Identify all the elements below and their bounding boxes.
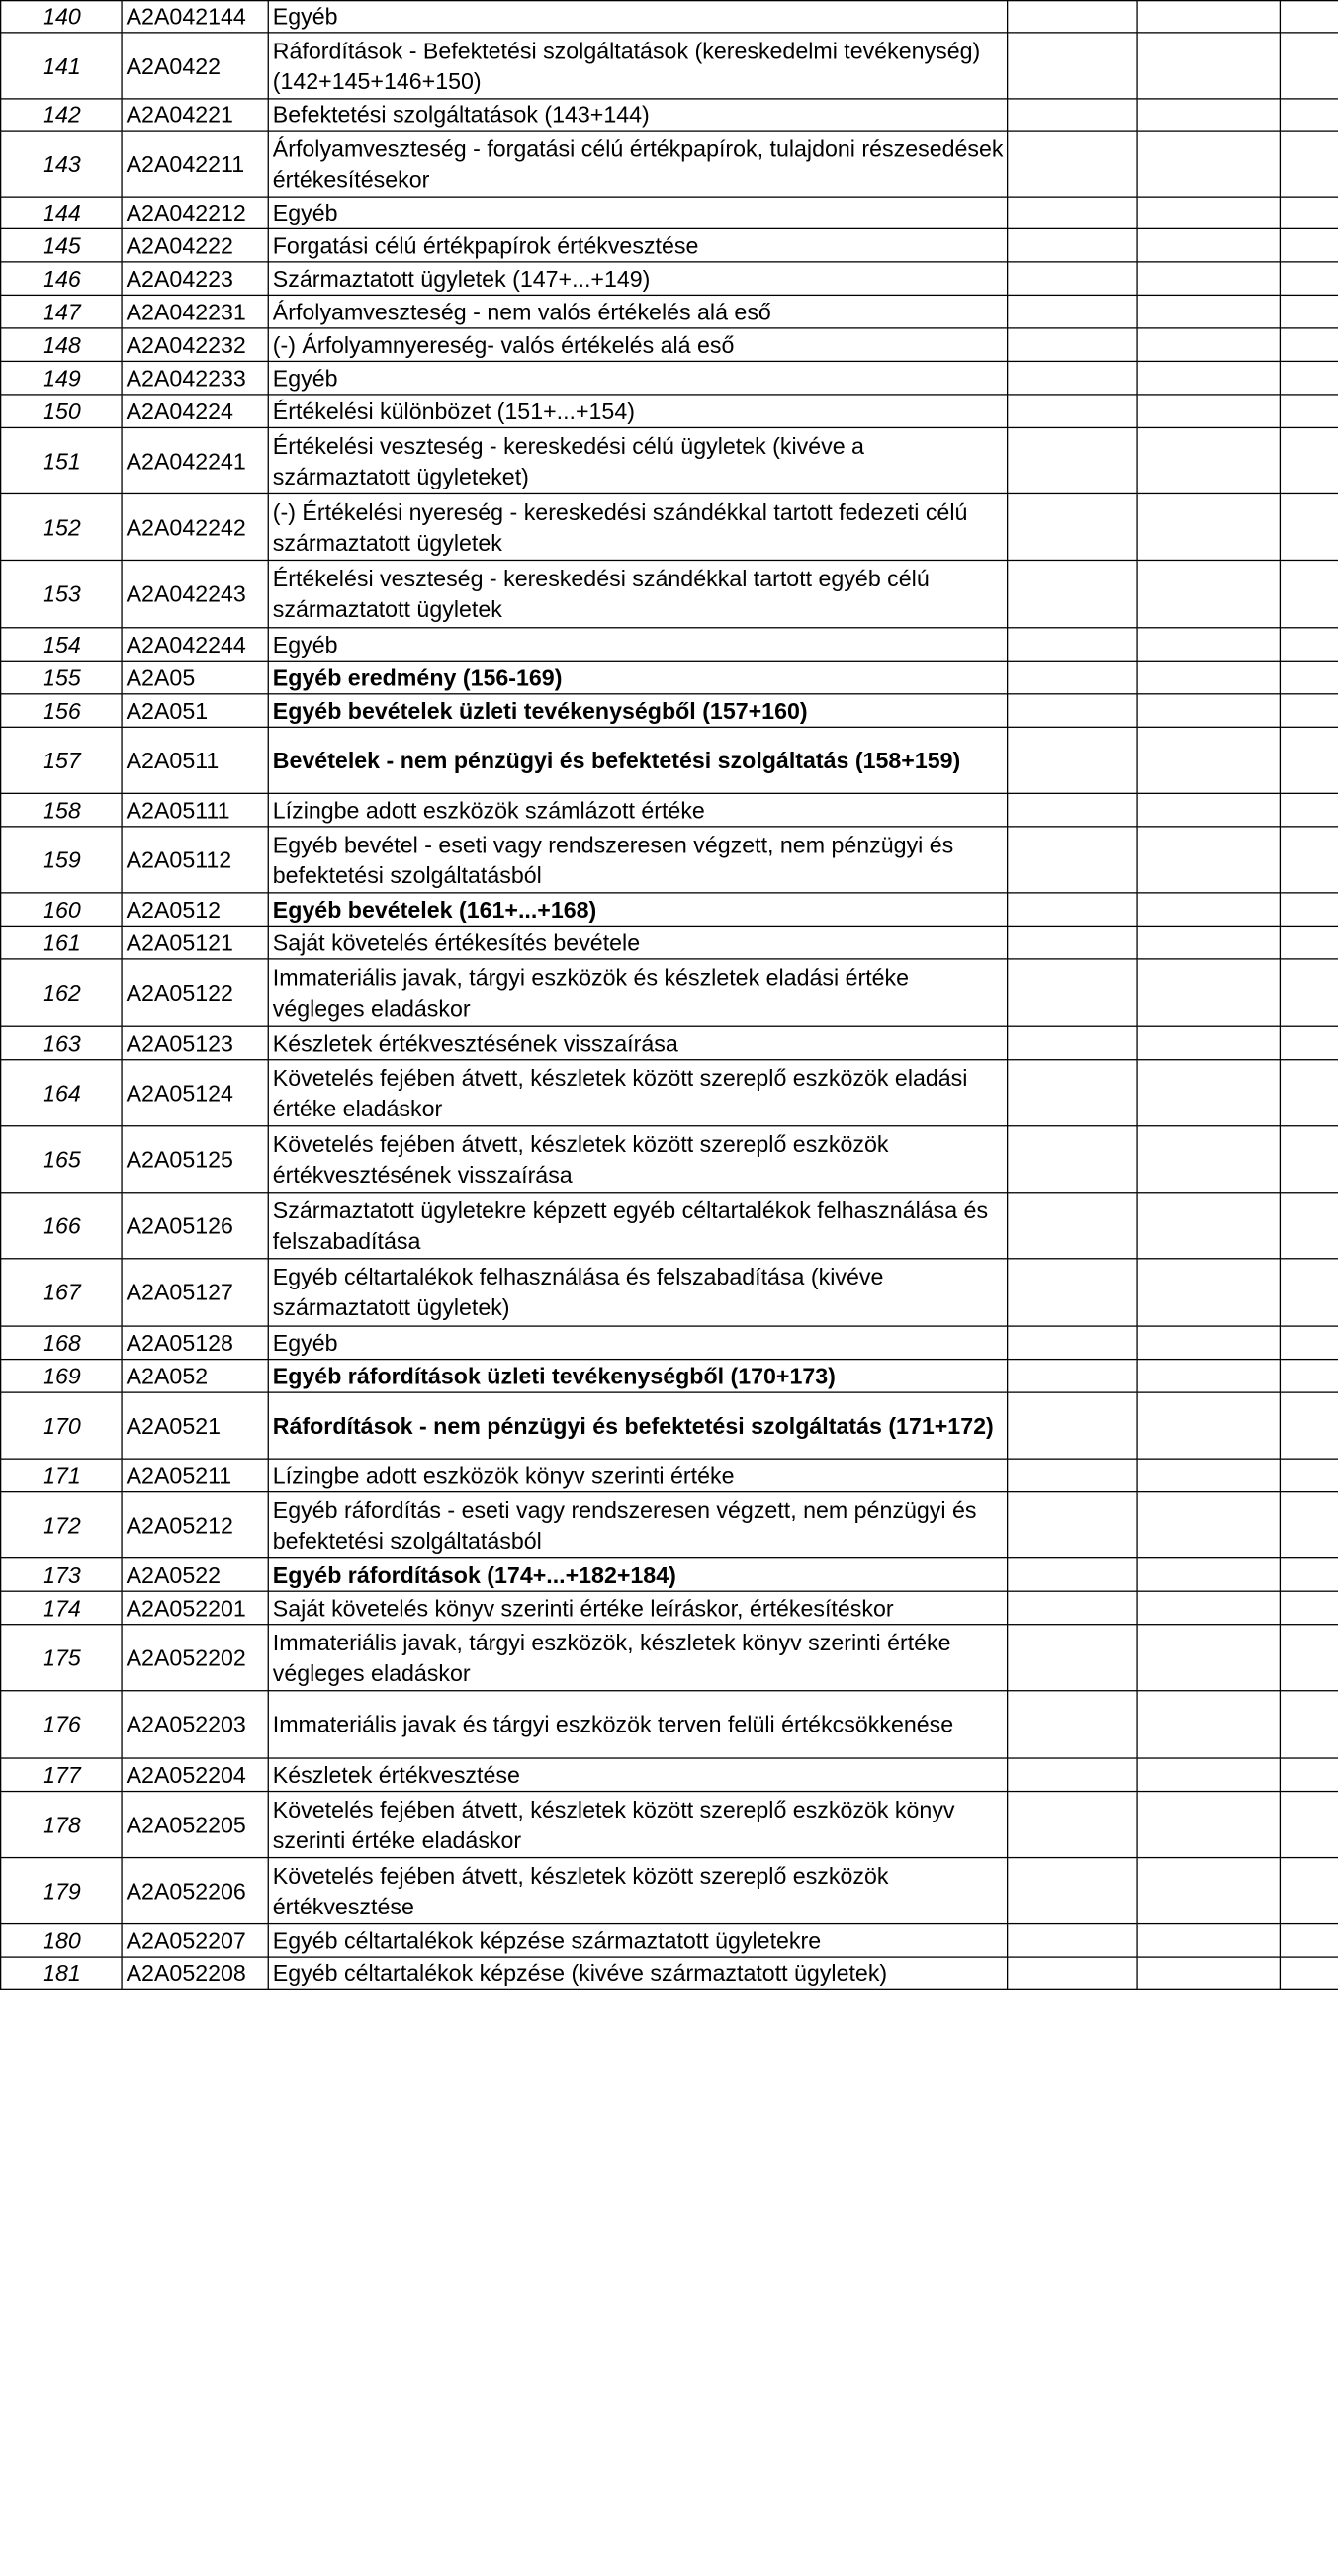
value-cell-1[interactable] bbox=[1008, 661, 1137, 694]
row-code-cell: A2A04223 bbox=[122, 262, 268, 296]
row-code-cell: A2A042232 bbox=[122, 328, 268, 362]
value-cell-2[interactable] bbox=[1137, 493, 1280, 560]
value-cell-1[interactable] bbox=[1008, 33, 1137, 99]
value-cell-3[interactable] bbox=[1280, 926, 1338, 959]
table-row bbox=[1, 328, 1338, 362]
table-row bbox=[1, 1558, 1338, 1592]
value-cell-2[interactable] bbox=[1137, 793, 1280, 827]
row-code-cell: A2A05126 bbox=[122, 1193, 268, 1259]
table-row bbox=[1, 1957, 1338, 1989]
row-number-cell: 161 bbox=[1, 926, 122, 959]
table-row bbox=[1, 99, 1338, 131]
row-code-cell: A2A05 bbox=[122, 661, 268, 694]
row-description-cell: Egyéb céltartalékok felhasználása és felszabadítása (kivéve származtatott ügyletek) bbox=[268, 1259, 1007, 1326]
value-cell-1[interactable] bbox=[1008, 361, 1137, 395]
value-cell-1[interactable] bbox=[1008, 1758, 1137, 1792]
table-row bbox=[1, 1758, 1338, 1792]
value-cell-3[interactable] bbox=[1280, 228, 1338, 262]
row-description-cell: Követelés fejében átvett, készletek között szereplő eszközök értékvesztése bbox=[268, 1858, 1007, 1924]
value-cell-3[interactable] bbox=[1280, 1924, 1338, 1958]
value-cell-1[interactable] bbox=[1008, 395, 1137, 428]
value-cell-3[interactable] bbox=[1280, 1792, 1338, 1858]
value-cell-3[interactable] bbox=[1280, 1492, 1338, 1558]
value-cell-3[interactable] bbox=[1280, 1026, 1338, 1060]
row-description-cell: Árfolyamveszteség - nem valós értékelés alá eső bbox=[268, 295, 1007, 328]
row-number-cell: 146 bbox=[1, 262, 122, 296]
value-cell-2[interactable] bbox=[1137, 1792, 1280, 1858]
value-cell-3[interactable] bbox=[1280, 1957, 1338, 1989]
row-code-cell: A2A0521 bbox=[122, 1392, 268, 1459]
value-cell-1[interactable] bbox=[1008, 893, 1137, 927]
row-description-cell: Készletek értékvesztése bbox=[268, 1758, 1007, 1792]
table-row bbox=[1, 1858, 1338, 1924]
table-row bbox=[1, 694, 1338, 728]
value-cell-2[interactable] bbox=[1137, 1558, 1280, 1592]
row-number-cell: 141 bbox=[1, 33, 122, 99]
value-cell-2[interactable] bbox=[1137, 99, 1280, 131]
row-number-cell: 167 bbox=[1, 1259, 122, 1326]
row-number-cell: 144 bbox=[1, 197, 122, 228]
row-code-cell: A2A05128 bbox=[122, 1326, 268, 1360]
row-description-cell: Ráfordítások - Befektetési szolgáltatások (kereskedelmi tevékenység) (142+145+146+150) bbox=[268, 33, 1007, 99]
row-number-cell: 157 bbox=[1, 727, 122, 793]
row-code-cell: A2A0422 bbox=[122, 33, 268, 99]
row-number-cell: 181 bbox=[1, 1957, 122, 1989]
row-code-cell: A2A042233 bbox=[122, 361, 268, 395]
row-number-cell: 150 bbox=[1, 395, 122, 428]
value-cell-2[interactable] bbox=[1137, 361, 1280, 395]
row-description-cell: Származtatott ügyletekre képzett egyéb céltartalékok felhasználása és felszabadítása bbox=[268, 1193, 1007, 1259]
row-code-cell: A2A05111 bbox=[122, 793, 268, 827]
row-code-cell: A2A0511 bbox=[122, 727, 268, 793]
table-row bbox=[1, 1625, 1338, 1691]
value-cell-3[interactable] bbox=[1280, 727, 1338, 793]
value-cell-3[interactable] bbox=[1280, 959, 1338, 1026]
row-number-cell: 160 bbox=[1, 893, 122, 927]
row-number-cell: 147 bbox=[1, 295, 122, 328]
value-cell-2[interactable] bbox=[1137, 1858, 1280, 1924]
row-code-cell: A2A042242 bbox=[122, 493, 268, 560]
table-row bbox=[1, 1392, 1338, 1459]
row-code-cell: A2A052208 bbox=[122, 1957, 268, 1989]
table-row bbox=[1, 628, 1338, 662]
value-cell-1[interactable] bbox=[1008, 1326, 1137, 1360]
table-row bbox=[1, 1259, 1338, 1326]
row-number-cell: 162 bbox=[1, 959, 122, 1026]
value-cell-3[interactable] bbox=[1280, 1691, 1338, 1758]
value-cell-1[interactable] bbox=[1008, 1492, 1137, 1558]
row-number-cell: 180 bbox=[1, 1924, 122, 1958]
table-row bbox=[1, 131, 1338, 197]
row-code-cell: A2A052205 bbox=[122, 1792, 268, 1858]
value-cell-3[interactable] bbox=[1280, 1858, 1338, 1924]
value-cell-2[interactable] bbox=[1137, 295, 1280, 328]
value-cell-2[interactable] bbox=[1137, 1957, 1280, 1989]
value-cell-2[interactable] bbox=[1137, 1492, 1280, 1558]
row-code-cell: A2A052206 bbox=[122, 1858, 268, 1924]
row-number-cell: 140 bbox=[1, 1, 122, 33]
value-cell-1[interactable] bbox=[1008, 1591, 1137, 1625]
value-cell-3[interactable] bbox=[1280, 395, 1338, 428]
row-number-cell: 169 bbox=[1, 1360, 122, 1393]
row-code-cell: A2A05212 bbox=[122, 1492, 268, 1558]
table-row bbox=[1, 661, 1338, 694]
value-cell-1[interactable] bbox=[1008, 1858, 1137, 1924]
value-cell-2[interactable] bbox=[1137, 1126, 1280, 1193]
table-row bbox=[1, 727, 1338, 793]
row-number-cell: 151 bbox=[1, 427, 122, 493]
row-description-cell: Lízingbe adott eszközök könyv szerinti értéke bbox=[268, 1459, 1007, 1492]
row-description-cell: Immateriális javak és tárgyi eszközök terven felüli értékcsökkenése bbox=[268, 1691, 1007, 1758]
value-cell-1[interactable] bbox=[1008, 1193, 1137, 1259]
value-cell-1[interactable] bbox=[1008, 1459, 1137, 1492]
row-number-cell: 172 bbox=[1, 1492, 122, 1558]
value-cell-2[interactable] bbox=[1137, 1459, 1280, 1492]
row-number-cell: 173 bbox=[1, 1558, 122, 1592]
table-row bbox=[1, 1360, 1338, 1393]
row-description-cell: Ráfordítások - nem pénzügyi és befektetési szolgáltatás (171+172) bbox=[268, 1392, 1007, 1459]
row-description-cell: Árfolyamveszteség - forgatási célú értékpapírok, tulajdoni részesedések értékesítésekor bbox=[268, 131, 1007, 197]
table-row bbox=[1, 427, 1338, 493]
row-code-cell: A2A05123 bbox=[122, 1026, 268, 1060]
row-description-cell: Értékelési különbözet (151+...+154) bbox=[268, 395, 1007, 428]
table-row bbox=[1, 1792, 1338, 1858]
row-number-cell: 149 bbox=[1, 361, 122, 395]
value-cell-2[interactable] bbox=[1137, 1691, 1280, 1758]
row-description-cell: Egyéb bevételek (161+...+168) bbox=[268, 893, 1007, 927]
table-row bbox=[1, 560, 1338, 627]
value-cell-3[interactable] bbox=[1280, 1259, 1338, 1326]
value-cell-1[interactable] bbox=[1008, 1792, 1137, 1858]
row-number-cell: 179 bbox=[1, 1858, 122, 1924]
row-description-cell: Immateriális javak, tárgyi eszközök és készletek eladási értéke végleges eladáskor bbox=[268, 959, 1007, 1026]
row-code-cell: A2A04224 bbox=[122, 395, 268, 428]
row-number-cell: 148 bbox=[1, 328, 122, 362]
table-row bbox=[1, 1326, 1338, 1360]
value-cell-2[interactable] bbox=[1137, 1924, 1280, 1958]
value-cell-1[interactable] bbox=[1008, 1392, 1137, 1459]
row-description-cell: Egyéb ráfordítások (174+...+182+184) bbox=[268, 1558, 1007, 1592]
table-row bbox=[1, 1924, 1338, 1958]
value-cell-2[interactable] bbox=[1137, 1326, 1280, 1360]
row-code-cell: A2A052 bbox=[122, 1360, 268, 1393]
value-cell-2[interactable] bbox=[1137, 1360, 1280, 1393]
row-number-cell: 159 bbox=[1, 827, 122, 893]
value-cell-3[interactable] bbox=[1280, 33, 1338, 99]
value-cell-2[interactable] bbox=[1137, 228, 1280, 262]
value-cell-3[interactable] bbox=[1280, 262, 1338, 296]
row-number-cell: 166 bbox=[1, 1193, 122, 1259]
value-cell-2[interactable] bbox=[1137, 727, 1280, 793]
value-cell-3[interactable] bbox=[1280, 1459, 1338, 1492]
value-cell-3[interactable] bbox=[1280, 197, 1338, 228]
row-number-cell: 177 bbox=[1, 1758, 122, 1792]
value-cell-1[interactable] bbox=[1008, 1924, 1137, 1958]
value-cell-2[interactable] bbox=[1137, 959, 1280, 1026]
value-cell-1[interactable] bbox=[1008, 827, 1137, 893]
row-number-cell: 156 bbox=[1, 694, 122, 728]
row-description-cell: Saját követelés értékesítés bevétele bbox=[268, 926, 1007, 959]
row-code-cell: A2A05127 bbox=[122, 1259, 268, 1326]
value-cell-3[interactable] bbox=[1280, 628, 1338, 662]
row-description-cell: (-) Értékelési nyereség - kereskedési szándékkal tartott fedezeti célú származtatott ügyletek bbox=[268, 493, 1007, 560]
row-code-cell: A2A042243 bbox=[122, 560, 268, 627]
row-code-cell: A2A052203 bbox=[122, 1691, 268, 1758]
value-cell-3[interactable] bbox=[1280, 131, 1338, 197]
value-cell-1[interactable] bbox=[1008, 793, 1137, 827]
table-row bbox=[1, 893, 1338, 927]
row-code-cell: A2A04221 bbox=[122, 99, 268, 131]
value-cell-1[interactable] bbox=[1008, 1625, 1137, 1691]
row-number-cell: 142 bbox=[1, 99, 122, 131]
value-cell-2[interactable] bbox=[1137, 560, 1280, 627]
value-cell-3[interactable] bbox=[1280, 99, 1338, 131]
value-cell-2[interactable] bbox=[1137, 1591, 1280, 1625]
row-description-cell: Egyéb eredmény (156-169) bbox=[268, 661, 1007, 694]
value-cell-1[interactable] bbox=[1008, 1691, 1137, 1758]
row-code-cell: A2A042244 bbox=[122, 628, 268, 662]
value-cell-1[interactable] bbox=[1008, 131, 1137, 197]
row-code-cell: A2A05125 bbox=[122, 1126, 268, 1193]
row-code-cell: A2A05211 bbox=[122, 1459, 268, 1492]
table-row bbox=[1, 926, 1338, 959]
row-code-cell: A2A052202 bbox=[122, 1625, 268, 1691]
row-code-cell: A2A05121 bbox=[122, 926, 268, 959]
value-cell-1[interactable] bbox=[1008, 1126, 1137, 1193]
value-cell-3[interactable] bbox=[1280, 793, 1338, 827]
table-row bbox=[1, 197, 1338, 228]
row-description-cell: Követelés fejében átvett, készletek között szereplő eszközök értékvesztésének visszaírása bbox=[268, 1126, 1007, 1193]
row-description-cell: Értékelési veszteség - kereskedési szándékkal tartott egyéb célú származtatott ügyletek bbox=[268, 560, 1007, 627]
table-row bbox=[1, 1492, 1338, 1558]
row-description-cell: Egyéb céltartalékok képzése származtatott ügyletekre bbox=[268, 1924, 1007, 1958]
value-cell-2[interactable] bbox=[1137, 262, 1280, 296]
value-cell-3[interactable] bbox=[1280, 893, 1338, 927]
value-cell-2[interactable] bbox=[1137, 328, 1280, 362]
value-cell-3[interactable] bbox=[1280, 361, 1338, 395]
table-row bbox=[1, 1459, 1338, 1492]
row-description-cell: Forgatási célú értékpapírok értékvesztése bbox=[268, 228, 1007, 262]
value-cell-1[interactable] bbox=[1008, 727, 1137, 793]
value-cell-1[interactable] bbox=[1008, 197, 1137, 228]
row-description-cell: Egyéb bbox=[268, 1326, 1007, 1360]
row-description-cell: Egyéb bbox=[268, 361, 1007, 395]
row-number-cell: 176 bbox=[1, 1691, 122, 1758]
table-row bbox=[1, 1060, 1338, 1126]
row-code-cell: A2A052204 bbox=[122, 1758, 268, 1792]
row-description-cell: Immateriális javak, tárgyi eszközök, készletek könyv szerinti értéke végleges eladáskor bbox=[268, 1625, 1007, 1691]
row-number-cell: 164 bbox=[1, 1060, 122, 1126]
value-cell-2[interactable] bbox=[1137, 1060, 1280, 1126]
row-description-cell: (-) Árfolyamnyereség- valós értékelés alá eső bbox=[268, 328, 1007, 362]
table-row bbox=[1, 959, 1338, 1026]
row-number-cell: 174 bbox=[1, 1591, 122, 1625]
table-row bbox=[1, 1126, 1338, 1193]
row-description-cell: Bevételek - nem pénzügyi és befektetési szolgáltatás (158+159) bbox=[268, 727, 1007, 793]
row-code-cell: A2A0512 bbox=[122, 893, 268, 927]
value-cell-2[interactable] bbox=[1137, 893, 1280, 927]
value-cell-3[interactable] bbox=[1280, 1193, 1338, 1259]
value-cell-1[interactable] bbox=[1008, 1558, 1137, 1592]
value-cell-3[interactable] bbox=[1280, 1, 1338, 33]
value-cell-3[interactable] bbox=[1280, 427, 1338, 493]
value-cell-1[interactable] bbox=[1008, 959, 1137, 1026]
row-description-cell: Egyéb céltartalékok képzése (kivéve származtatott ügyletek) bbox=[268, 1957, 1007, 1989]
row-number-cell: 163 bbox=[1, 1026, 122, 1060]
value-cell-2[interactable] bbox=[1137, 926, 1280, 959]
value-cell-2[interactable] bbox=[1137, 628, 1280, 662]
value-cell-3[interactable] bbox=[1280, 1758, 1338, 1792]
value-cell-2[interactable] bbox=[1137, 1625, 1280, 1691]
value-cell-3[interactable] bbox=[1280, 1360, 1338, 1393]
row-description-cell: Értékelési veszteség - kereskedési célú ügyletek (kivéve a származtatott ügyleteket) bbox=[268, 427, 1007, 493]
table-row bbox=[1, 1026, 1338, 1060]
table-row bbox=[1, 827, 1338, 893]
row-description-cell: Egyéb bbox=[268, 1, 1007, 33]
value-cell-2[interactable] bbox=[1137, 827, 1280, 893]
row-description-cell: Egyéb bbox=[268, 197, 1007, 228]
row-code-cell: A2A05112 bbox=[122, 827, 268, 893]
table-row bbox=[1, 1193, 1338, 1259]
value-cell-1[interactable] bbox=[1008, 1026, 1137, 1060]
value-cell-2[interactable] bbox=[1137, 1, 1280, 33]
row-number-cell: 154 bbox=[1, 628, 122, 662]
table-row bbox=[1, 361, 1338, 395]
table-row bbox=[1, 33, 1338, 99]
value-cell-2[interactable] bbox=[1137, 427, 1280, 493]
value-cell-3[interactable] bbox=[1280, 661, 1338, 694]
table-row bbox=[1, 395, 1338, 428]
value-cell-1[interactable] bbox=[1008, 228, 1137, 262]
value-cell-1[interactable] bbox=[1008, 493, 1137, 560]
row-code-cell: A2A042212 bbox=[122, 197, 268, 228]
row-description-cell: Egyéb ráfordítás - eseti vagy rendszeresen végzett, nem pénzügyi és befektetési szolgáltatásból bbox=[268, 1492, 1007, 1558]
row-number-cell: 152 bbox=[1, 493, 122, 560]
row-code-cell: A2A04222 bbox=[122, 228, 268, 262]
row-number-cell: 175 bbox=[1, 1625, 122, 1691]
row-number-cell: 155 bbox=[1, 661, 122, 694]
row-description-cell: Egyéb ráfordítások üzleti tevékenységből (170+173) bbox=[268, 1360, 1007, 1393]
value-cell-1[interactable] bbox=[1008, 295, 1137, 328]
value-cell-3[interactable] bbox=[1280, 1326, 1338, 1360]
row-number-cell: 178 bbox=[1, 1792, 122, 1858]
value-cell-3[interactable] bbox=[1280, 694, 1338, 728]
value-cell-3[interactable] bbox=[1280, 827, 1338, 893]
value-cell-2[interactable] bbox=[1137, 33, 1280, 99]
row-code-cell: A2A05124 bbox=[122, 1060, 268, 1126]
value-cell-3[interactable] bbox=[1280, 1060, 1338, 1126]
value-cell-1[interactable] bbox=[1008, 1259, 1137, 1326]
row-description-cell: Saját követelés könyv szerinti értéke leíráskor, értékesítéskor bbox=[268, 1591, 1007, 1625]
row-description-cell: Követelés fejében átvett, készletek között szereplő eszközök eladási értéke eladáskor bbox=[268, 1060, 1007, 1126]
value-cell-3[interactable] bbox=[1280, 1126, 1338, 1193]
value-cell-1[interactable] bbox=[1008, 328, 1137, 362]
value-cell-2[interactable] bbox=[1137, 1392, 1280, 1459]
row-code-cell: A2A051 bbox=[122, 694, 268, 728]
row-number-cell: 168 bbox=[1, 1326, 122, 1360]
row-description-cell: Egyéb bevétel - eseti vagy rendszeresen végzett, nem pénzügyi és befektetési szolgáltatásból bbox=[268, 827, 1007, 893]
value-cell-2[interactable] bbox=[1137, 1193, 1280, 1259]
row-code-cell: A2A0522 bbox=[122, 1558, 268, 1592]
value-cell-1[interactable] bbox=[1008, 628, 1137, 662]
table-row bbox=[1, 228, 1338, 262]
table-row bbox=[1, 793, 1338, 827]
row-number-cell: 145 bbox=[1, 228, 122, 262]
value-cell-2[interactable] bbox=[1137, 661, 1280, 694]
value-cell-3[interactable] bbox=[1280, 1558, 1338, 1592]
value-cell-3[interactable] bbox=[1280, 493, 1338, 560]
table-row bbox=[1, 295, 1338, 328]
table-row bbox=[1, 1, 1338, 33]
row-description-cell: Befektetési szolgáltatások (143+144) bbox=[268, 99, 1007, 131]
value-cell-1[interactable] bbox=[1008, 694, 1137, 728]
value-cell-2[interactable] bbox=[1137, 1259, 1280, 1326]
row-description-cell: Készletek értékvesztésének visszaírása bbox=[268, 1026, 1007, 1060]
row-number-cell: 171 bbox=[1, 1459, 122, 1492]
value-cell-2[interactable] bbox=[1137, 197, 1280, 228]
table-row bbox=[1, 1691, 1338, 1758]
value-cell-3[interactable] bbox=[1280, 1625, 1338, 1691]
row-description-cell: Egyéb bbox=[268, 628, 1007, 662]
row-number-cell: 170 bbox=[1, 1392, 122, 1459]
row-code-cell: A2A052207 bbox=[122, 1924, 268, 1958]
value-cell-3[interactable] bbox=[1280, 1392, 1338, 1459]
table-row bbox=[1, 1591, 1338, 1625]
value-cell-1[interactable] bbox=[1008, 1360, 1137, 1393]
value-cell-3[interactable] bbox=[1280, 560, 1338, 627]
row-description-cell: Követelés fejében átvett, készletek között szereplő eszközök könyv szerinti értéke eladáskor bbox=[268, 1792, 1007, 1858]
value-cell-3[interactable] bbox=[1280, 295, 1338, 328]
row-number-cell: 143 bbox=[1, 131, 122, 197]
row-code-cell: A2A042144 bbox=[122, 1, 268, 33]
row-number-cell: 158 bbox=[1, 793, 122, 827]
value-cell-2[interactable] bbox=[1137, 1026, 1280, 1060]
row-number-cell: 153 bbox=[1, 560, 122, 627]
value-cell-2[interactable] bbox=[1137, 1758, 1280, 1792]
value-cell-1[interactable] bbox=[1008, 926, 1137, 959]
value-cell-1[interactable] bbox=[1008, 99, 1137, 131]
value-cell-3[interactable] bbox=[1280, 1591, 1338, 1625]
value-cell-1[interactable] bbox=[1008, 427, 1137, 493]
line-items-body bbox=[1, 1, 1338, 1990]
value-cell-2[interactable] bbox=[1137, 131, 1280, 197]
value-cell-1[interactable] bbox=[1008, 1, 1137, 33]
row-description-cell: Lízingbe adott eszközök számlázott értéke bbox=[268, 793, 1007, 827]
table-row bbox=[1, 493, 1338, 560]
value-cell-1[interactable] bbox=[1008, 1957, 1137, 1989]
row-code-cell: A2A042241 bbox=[122, 427, 268, 493]
value-cell-2[interactable] bbox=[1137, 694, 1280, 728]
row-code-cell: A2A052201 bbox=[122, 1591, 268, 1625]
table-row bbox=[1, 262, 1338, 296]
value-cell-3[interactable] bbox=[1280, 328, 1338, 362]
value-cell-1[interactable] bbox=[1008, 1060, 1137, 1126]
row-description-cell: Egyéb bevételek üzleti tevékenységből (157+160) bbox=[268, 694, 1007, 728]
row-code-cell: A2A042211 bbox=[122, 131, 268, 197]
value-cell-1[interactable] bbox=[1008, 262, 1137, 296]
row-code-cell: A2A042231 bbox=[122, 295, 268, 328]
value-cell-2[interactable] bbox=[1137, 395, 1280, 428]
row-code-cell: A2A05122 bbox=[122, 959, 268, 1026]
value-cell-1[interactable] bbox=[1008, 560, 1137, 627]
row-description-cell: Származtatott ügyletek (147+...+149) bbox=[268, 262, 1007, 296]
row-number-cell: 165 bbox=[1, 1126, 122, 1193]
